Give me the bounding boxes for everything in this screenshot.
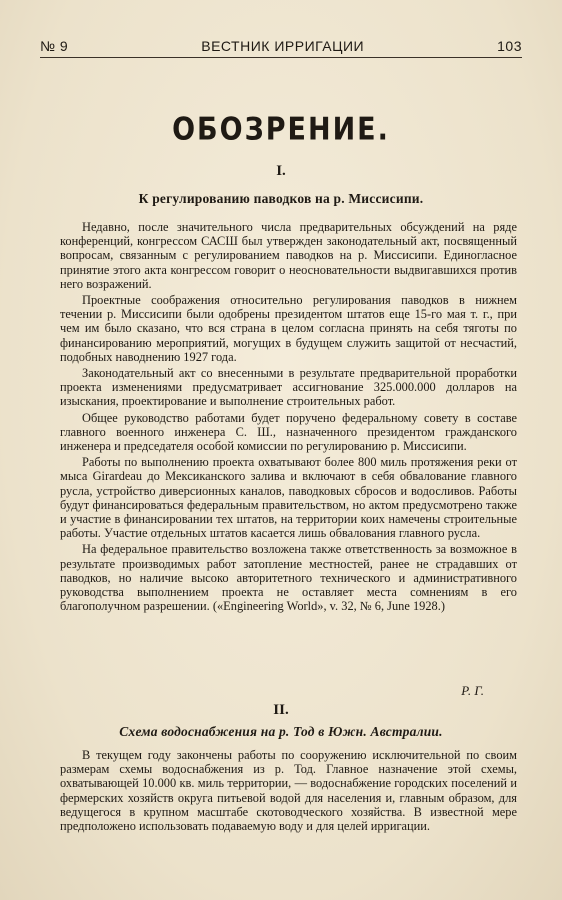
page-title: ОБОЗРЕНИЕ. — [172, 111, 390, 148]
paragraph: В текущем году закончены работы по сооружению исключительной по своим размерам схемы водоснабжения из р. Тод. Главное назначение этой схемы, охватывающей 10.000 кв. миль территории, — водоснабжение городских поселений и фермерских хозяйств округа питьевой водой для населения и, главным образом, для ведущегося в крупном масштабе скотоводческого хозяйства. В известной мере предположено использовать подаваемую воду и для целей ирригации. — [60, 748, 517, 834]
paragraph: На федеральное правительство возложена также ответственность за возможное в результате производимых работ затопление местностей, ранее не страдавших от паводков, но наличие высоко авторитетного технического и административного руководства выполнением проекта не оставляет места сомнениям в его благополучном разрешении. («Engineering World», v. 32, № 6, June 1928.) — [60, 542, 517, 614]
section-1-heading: К регулированию паводков на р. Миссисипи. — [138, 191, 424, 206]
section-2-body — [60, 748, 517, 835]
section-2-heading: Схема водоснабжения на р. Тод в Южн. Австралии. — [119, 724, 443, 739]
section-2-number: II. — [273, 702, 289, 718]
section-1-number: I. — [276, 163, 286, 179]
paragraph: Проектные соображения относительно регулирования паводков в нижнем течении р. Миссисипи были одобрены президентом штатов еще 15-го мая т. г., при чем им было сказано, что вся страна в целом согласна принять на себя тяготы по финансированию мероприятий, могущих в будущем служить защитой от несчастий, подобных наводнению 1927 года. — [60, 293, 517, 364]
paragraph: Работы по выполнению проекта охватывают более 800 миль протяжения реки от мыса Girardeau до Мексиканского залива и включают в себя обвалование главного русла, устройство диверсионных каналов, паводковых сбросов и водосливов. Работы будут финансироваться федеральным правительством, но актом предусмотрено также и участие в финансировании тех штатов, на территории коих намечены строительные работы. Участие отдельных штатов касается лишь обвалования главного русла. — [60, 455, 517, 541]
paragraph: Законодательный акт со внесенными в результате предварительной проработки проекта изменениями предусматривает ассигнование 325.000.000 долларов на изыскания, проектирование и выполнение строительных работ. — [60, 366, 517, 409]
page-number: 103 — [497, 38, 522, 54]
running-header — [40, 34, 522, 54]
issue-number: № 9 — [40, 38, 69, 54]
author-signature: Р. Г. — [461, 683, 484, 698]
paragraph: Недавно, после значительного числа предварительных обсуждений на ряде конференций, конгрессом САСШ был утвержден законодательный акт, посвященный вопросам, связанным с регулированием паводков на р. Миссисипи. Единогласное принятие этого акта конгрессом говорит о неосновательности выдвигавшихся против него возражений. — [60, 220, 517, 291]
journal-title: ВЕСТНИК ИРРИГАЦИИ — [201, 38, 365, 54]
section-1-body — [60, 220, 517, 615]
header-rule — [40, 57, 522, 58]
paragraph: Общее руководство работами будет поручено федеральному совету в составе главного военного инженера С. Ш., назначенного президентом гражданского инженера и председателя особой комиссии по регулированию р. Миссисипи. — [60, 410, 517, 454]
